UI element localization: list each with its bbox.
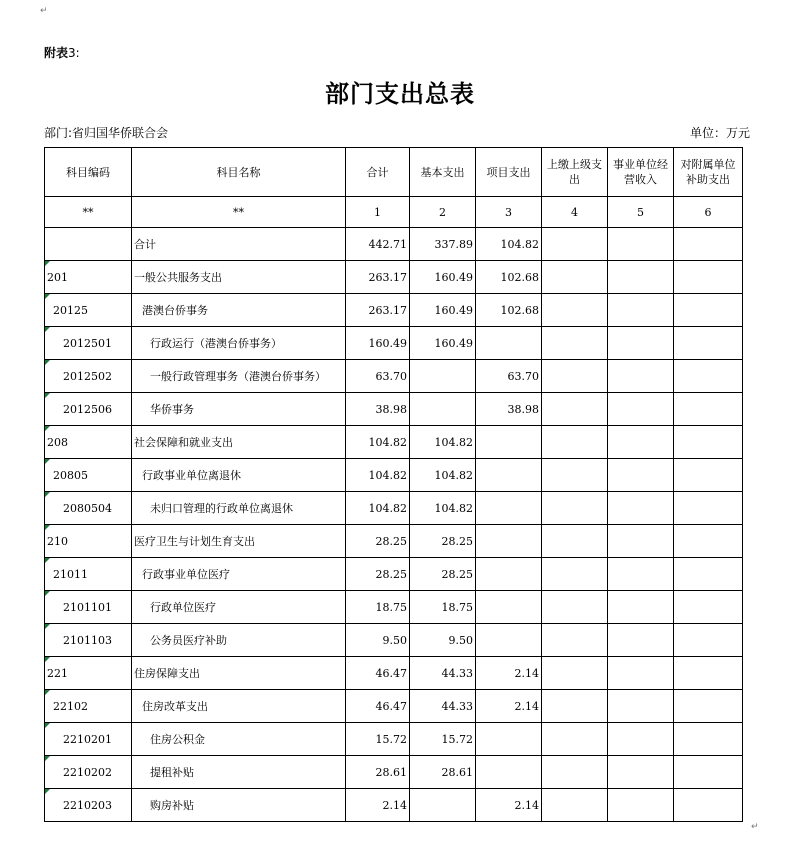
name-cell: 住房改革支出: [132, 690, 346, 723]
amount-cell-total: 263.17: [346, 261, 410, 294]
index-cell: 1: [346, 197, 410, 228]
header-cell: 上缴上级支出: [542, 148, 608, 197]
table-row: [45, 723, 743, 756]
amount-cell-total: 28.61: [346, 756, 410, 789]
table-row: [45, 459, 743, 492]
name-cell: 行政事业单位医疗: [132, 558, 346, 591]
amount-cell-c5: [608, 624, 674, 657]
amount-cell-basic: [410, 360, 476, 393]
table-row: [45, 492, 743, 525]
amount-cell-c5: [608, 228, 674, 261]
table-row: [45, 624, 743, 657]
amount-cell-c4: [542, 360, 608, 393]
code-cell: [45, 426, 132, 459]
code-text: 201: [47, 270, 68, 284]
cell-indicator-icon: [45, 327, 50, 332]
amount-cell-c4: [542, 657, 608, 690]
name-cell: 公务员医疗补助: [132, 624, 346, 657]
amount-cell-c5: [608, 657, 674, 690]
amount-cell-basic: 337.89: [410, 228, 476, 261]
amount-cell-total: 2.14: [346, 789, 410, 822]
amount-cell-total: 18.75: [346, 591, 410, 624]
amount-cell-project: [476, 756, 542, 789]
amount-cell-project: [476, 558, 542, 591]
amount-cell-total: 104.82: [346, 426, 410, 459]
amount-cell-basic: [410, 393, 476, 426]
table-row: [45, 393, 743, 426]
code-cell: [45, 459, 132, 492]
amount-cell-basic: 9.50: [410, 624, 476, 657]
header-cell: 科目编码: [45, 148, 132, 197]
code-text: 2080504: [63, 501, 112, 515]
amount-cell-c4: [542, 393, 608, 426]
amount-cell-total: 38.98: [346, 393, 410, 426]
code-text: 2210201: [63, 732, 112, 746]
code-cell: [45, 360, 132, 393]
table-row: [45, 591, 743, 624]
code-text: 2210202: [63, 765, 112, 779]
cell-indicator-icon: [45, 360, 50, 365]
amount-cell-c5: [608, 789, 674, 822]
amount-cell-c6: [674, 492, 743, 525]
expenditure-table: [44, 147, 743, 822]
paragraph-mark-icon: ↵: [40, 6, 48, 16]
index-cell: 3: [476, 197, 542, 228]
cell-indicator-icon: [45, 558, 50, 563]
index-cell: 4: [542, 197, 608, 228]
name-cell: 购房补贴: [132, 789, 346, 822]
attachment-label: [44, 44, 80, 61]
amount-cell-c5: [608, 327, 674, 360]
attachment-number: 3:: [68, 46, 80, 60]
paragraph-mark-icon: ↵: [751, 822, 759, 832]
code-text: 22102: [53, 699, 88, 713]
amount-cell-c5: [608, 459, 674, 492]
code-cell: [45, 228, 132, 261]
amount-cell-basic: 15.72: [410, 723, 476, 756]
amount-cell-c6: [674, 723, 743, 756]
cell-indicator-icon: [45, 294, 50, 299]
amount-cell-c5: [608, 261, 674, 294]
table-row: [45, 657, 743, 690]
amount-cell-c5: [608, 492, 674, 525]
amount-cell-c4: [542, 525, 608, 558]
name-cell: 华侨事务: [132, 393, 346, 426]
amount-cell-basic: 28.61: [410, 756, 476, 789]
cell-indicator-icon: [45, 723, 50, 728]
amount-cell-c6: [674, 261, 743, 294]
amount-cell-total: 63.70: [346, 360, 410, 393]
amount-cell-basic: 104.82: [410, 426, 476, 459]
amount-cell-c4: [542, 789, 608, 822]
name-cell: 合计: [132, 228, 346, 261]
code-text: 20805: [53, 468, 88, 482]
department-label: 部门:省归国华侨联合会: [44, 126, 169, 140]
code-text: 2012502: [63, 369, 112, 383]
amount-cell-total: 28.25: [346, 525, 410, 558]
code-text: 2101101: [63, 600, 112, 614]
table-row: [45, 327, 743, 360]
amount-cell-c4: [542, 756, 608, 789]
unit-label: 单位：万元: [690, 126, 751, 140]
amount-cell-c4: [542, 228, 608, 261]
amount-cell-c5: [608, 591, 674, 624]
amount-cell-c6: [674, 228, 743, 261]
amount-cell-total: 46.47: [346, 657, 410, 690]
amount-cell-basic: 104.82: [410, 459, 476, 492]
amount-cell-basic: 160.49: [410, 294, 476, 327]
amount-cell-c4: [542, 327, 608, 360]
amount-cell-project: [476, 426, 542, 459]
code-cell: [45, 393, 132, 426]
cell-indicator-icon: [45, 690, 50, 695]
cell-indicator-icon: [45, 591, 50, 596]
code-cell: [45, 657, 132, 690]
amount-cell-c6: [674, 294, 743, 327]
amount-cell-c6: [674, 426, 743, 459]
name-cell: 社会保障和就业支出: [132, 426, 346, 459]
amount-cell-project: 2.14: [476, 789, 542, 822]
amount-cell-basic: 18.75: [410, 591, 476, 624]
amount-cell-c6: [674, 624, 743, 657]
amount-cell-c4: [542, 624, 608, 657]
cell-indicator-icon: [45, 393, 50, 398]
amount-cell-total: 46.47: [346, 690, 410, 723]
amount-cell-project: [476, 591, 542, 624]
name-cell: 港澳台侨事务: [132, 294, 346, 327]
code-cell: [45, 690, 132, 723]
amount-cell-total: 9.50: [346, 624, 410, 657]
code-text: 210: [47, 534, 68, 548]
table-row: [45, 426, 743, 459]
amount-cell-project: [476, 723, 542, 756]
table-row: [45, 228, 743, 261]
amount-cell-c5: [608, 690, 674, 723]
amount-cell-c6: [674, 525, 743, 558]
amount-cell-c6: [674, 393, 743, 426]
amount-cell-project: 2.14: [476, 657, 542, 690]
attachment-prefix: 附表: [44, 46, 69, 60]
name-cell: 行政运行（港澳台侨事务）: [132, 327, 346, 360]
amount-cell-c5: [608, 360, 674, 393]
amount-cell-c4: [542, 558, 608, 591]
cell-indicator-icon: [45, 756, 50, 761]
amount-cell-c5: [608, 525, 674, 558]
table-row: [45, 789, 743, 822]
index-cell: **: [132, 197, 346, 228]
cell-indicator-icon: [45, 459, 50, 464]
name-cell: 一般行政管理事务（港澳台侨事务）: [132, 360, 346, 393]
amount-cell-c4: [542, 690, 608, 723]
code-cell: [45, 261, 132, 294]
index-cell: 6: [674, 197, 743, 228]
code-cell: [45, 591, 132, 624]
amount-cell-project: 63.70: [476, 360, 542, 393]
amount-cell-basic: 28.25: [410, 558, 476, 591]
code-cell: [45, 723, 132, 756]
amount-cell-c6: [674, 459, 743, 492]
amount-cell-c5: [608, 426, 674, 459]
amount-cell-c5: [608, 723, 674, 756]
amount-cell-project: 102.68: [476, 294, 542, 327]
amount-cell-c4: [542, 459, 608, 492]
name-cell: 提租补贴: [132, 756, 346, 789]
name-cell: 未归口管理的行政单位离退休: [132, 492, 346, 525]
code-text: 2210203: [63, 798, 112, 812]
index-row: [45, 197, 743, 228]
amount-cell-c4: [542, 723, 608, 756]
header-row: [45, 148, 743, 197]
amount-cell-basic: 104.82: [410, 492, 476, 525]
amount-cell-basic: 160.49: [410, 261, 476, 294]
header-cell: 科目名称: [132, 148, 346, 197]
amount-cell-c6: [674, 789, 743, 822]
amount-cell-project: [476, 525, 542, 558]
amount-cell-project: [476, 624, 542, 657]
cell-indicator-icon: [45, 789, 50, 794]
amount-cell-c4: [542, 294, 608, 327]
code-cell: [45, 492, 132, 525]
name-cell: 医疗卫生与计划生育支出: [132, 525, 346, 558]
index-cell: 2: [410, 197, 476, 228]
amount-cell-total: 263.17: [346, 294, 410, 327]
header-cell: 基本支出: [410, 148, 476, 197]
cell-indicator-icon: [45, 261, 50, 266]
amount-cell-c5: [608, 558, 674, 591]
code-text: 2101103: [63, 633, 112, 647]
amount-cell-c6: [674, 327, 743, 360]
amount-cell-c5: [608, 393, 674, 426]
amount-cell-basic: 28.25: [410, 525, 476, 558]
cell-indicator-icon: [45, 492, 50, 497]
table-row: [45, 558, 743, 591]
page-title: 部门支出总表: [325, 79, 475, 108]
index-cell: **: [45, 197, 132, 228]
amount-cell-total: 28.25: [346, 558, 410, 591]
amount-cell-basic: 44.33: [410, 690, 476, 723]
code-text: 21011: [53, 567, 88, 581]
code-cell: [45, 294, 132, 327]
code-text: 20125: [53, 303, 88, 317]
table-row: [45, 261, 743, 294]
cell-indicator-icon: [45, 525, 50, 530]
amount-cell-project: [476, 327, 542, 360]
table-row: [45, 525, 743, 558]
amount-cell-c4: [542, 492, 608, 525]
amount-cell-project: 102.68: [476, 261, 542, 294]
amount-cell-project: 2.14: [476, 690, 542, 723]
header-cell: 事业单位经营收入: [608, 148, 674, 197]
amount-cell-c6: [674, 756, 743, 789]
amount-cell-c5: [608, 756, 674, 789]
code-text: 2012501: [63, 336, 112, 350]
code-text: 208: [47, 435, 68, 449]
header-cell: 合计: [346, 148, 410, 197]
code-cell: [45, 525, 132, 558]
name-cell: 住房公积金: [132, 723, 346, 756]
amount-cell-basic: [410, 789, 476, 822]
code-cell: [45, 327, 132, 360]
amount-cell-total: 104.82: [346, 492, 410, 525]
amount-cell-c5: [608, 294, 674, 327]
header-cell: 项目支出: [476, 148, 542, 197]
table-row: [45, 294, 743, 327]
code-text: 2012506: [63, 402, 112, 416]
table-row: [45, 756, 743, 789]
code-text: 221: [47, 666, 68, 680]
table-row: [45, 360, 743, 393]
code-cell: [45, 789, 132, 822]
name-cell: 行政单位医疗: [132, 591, 346, 624]
name-cell: 行政事业单位离退休: [132, 459, 346, 492]
amount-cell-c4: [542, 426, 608, 459]
code-cell: [45, 756, 132, 789]
amount-cell-c6: [674, 360, 743, 393]
amount-cell-total: 442.71: [346, 228, 410, 261]
name-cell: 住房保障支出: [132, 657, 346, 690]
amount-cell-basic: 44.33: [410, 657, 476, 690]
amount-cell-total: 104.82: [346, 459, 410, 492]
amount-cell-c4: [542, 261, 608, 294]
amount-cell-c6: [674, 657, 743, 690]
header-cell: 对附属单位补助支出: [674, 148, 743, 197]
code-cell: [45, 558, 132, 591]
amount-cell-total: 15.72: [346, 723, 410, 756]
amount-cell-c4: [542, 591, 608, 624]
amount-cell-total: 160.49: [346, 327, 410, 360]
cell-indicator-icon: [45, 657, 50, 662]
amount-cell-project: [476, 459, 542, 492]
amount-cell-project: 104.82: [476, 228, 542, 261]
amount-cell-c6: [674, 591, 743, 624]
amount-cell-c6: [674, 558, 743, 591]
amount-cell-basic: 160.49: [410, 327, 476, 360]
code-cell: [45, 624, 132, 657]
amount-cell-project: 38.98: [476, 393, 542, 426]
name-cell: 一般公共服务支出: [132, 261, 346, 294]
amount-cell-c6: [674, 690, 743, 723]
index-cell: 5: [608, 197, 674, 228]
amount-cell-project: [476, 492, 542, 525]
cell-indicator-icon: [45, 426, 50, 431]
cell-indicator-icon: [45, 624, 50, 629]
table-row: [45, 690, 743, 723]
